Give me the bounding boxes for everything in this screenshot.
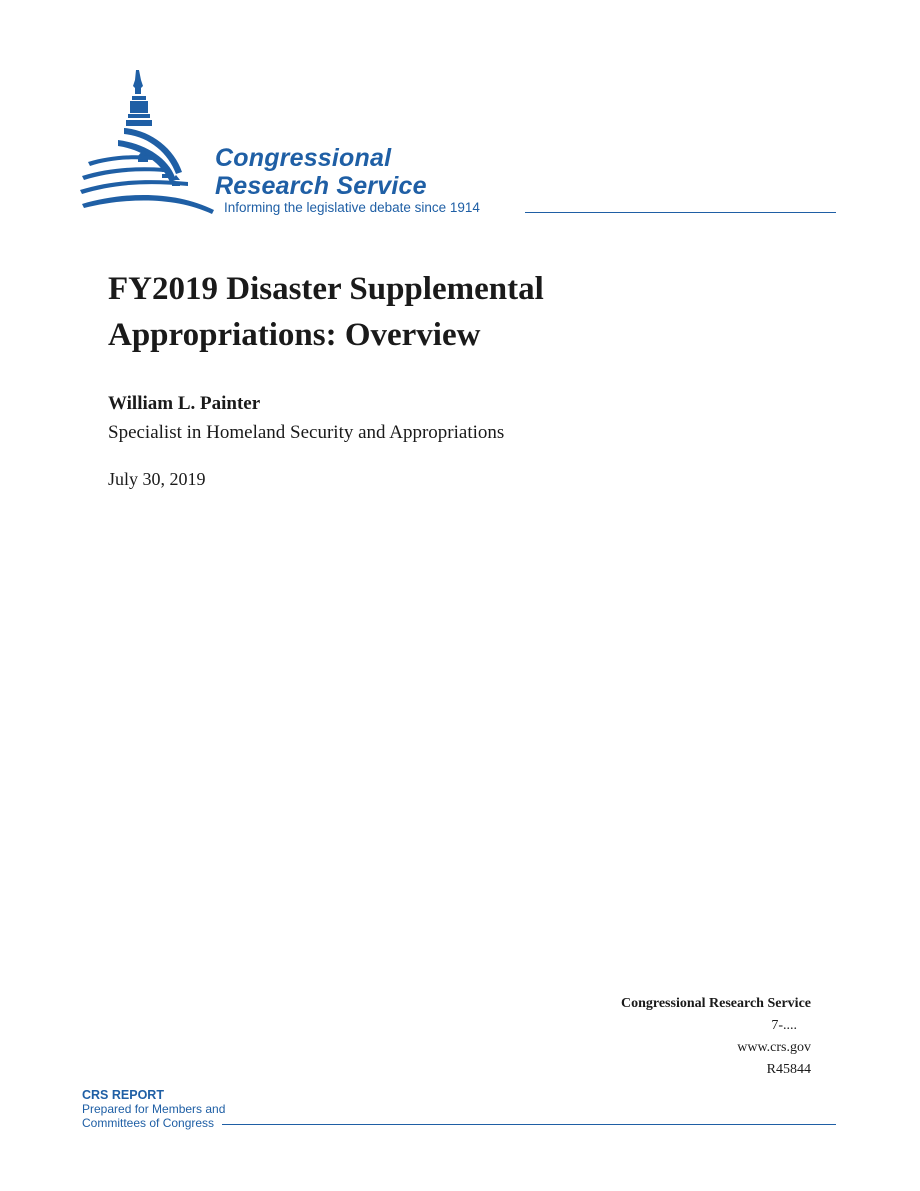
logo-wordmark [215, 144, 427, 200]
publisher-name: Congressional Research Service [620, 996, 811, 1011]
publication-date: July 30, 2019 [108, 469, 206, 489]
report-number: R45844 [766, 1062, 811, 1077]
header-divider [525, 212, 836, 213]
footer-line-2: Committees of Congress [82, 1116, 215, 1130]
title-line-1: FY2019 Disaster Supplemental [108, 271, 544, 307]
capitol-dome-icon [78, 64, 223, 219]
logo-name-line1: Congressional [215, 144, 392, 172]
author-role: Specialist in Homeland Security and Appropriations [108, 422, 505, 443]
crs-report-footer [82, 1088, 225, 1130]
logo-tagline: Informing the legislative debate since 1914 [224, 200, 480, 215]
publisher-code: 7-.... [771, 1018, 797, 1033]
author-name: William L. Painter [108, 393, 261, 414]
footer-line-1: Prepared for Members and [82, 1102, 226, 1116]
footer-divider [222, 1124, 836, 1125]
crs-report-label: CRS REPORT [82, 1088, 164, 1102]
publisher-block [621, 993, 811, 1081]
logo-name-line2: Research Service [215, 172, 427, 200]
publisher-website-link[interactable]: www.crs.gov [737, 1040, 811, 1055]
document-title [108, 266, 748, 358]
title-line-2: Appropriations: Overview [108, 317, 481, 353]
